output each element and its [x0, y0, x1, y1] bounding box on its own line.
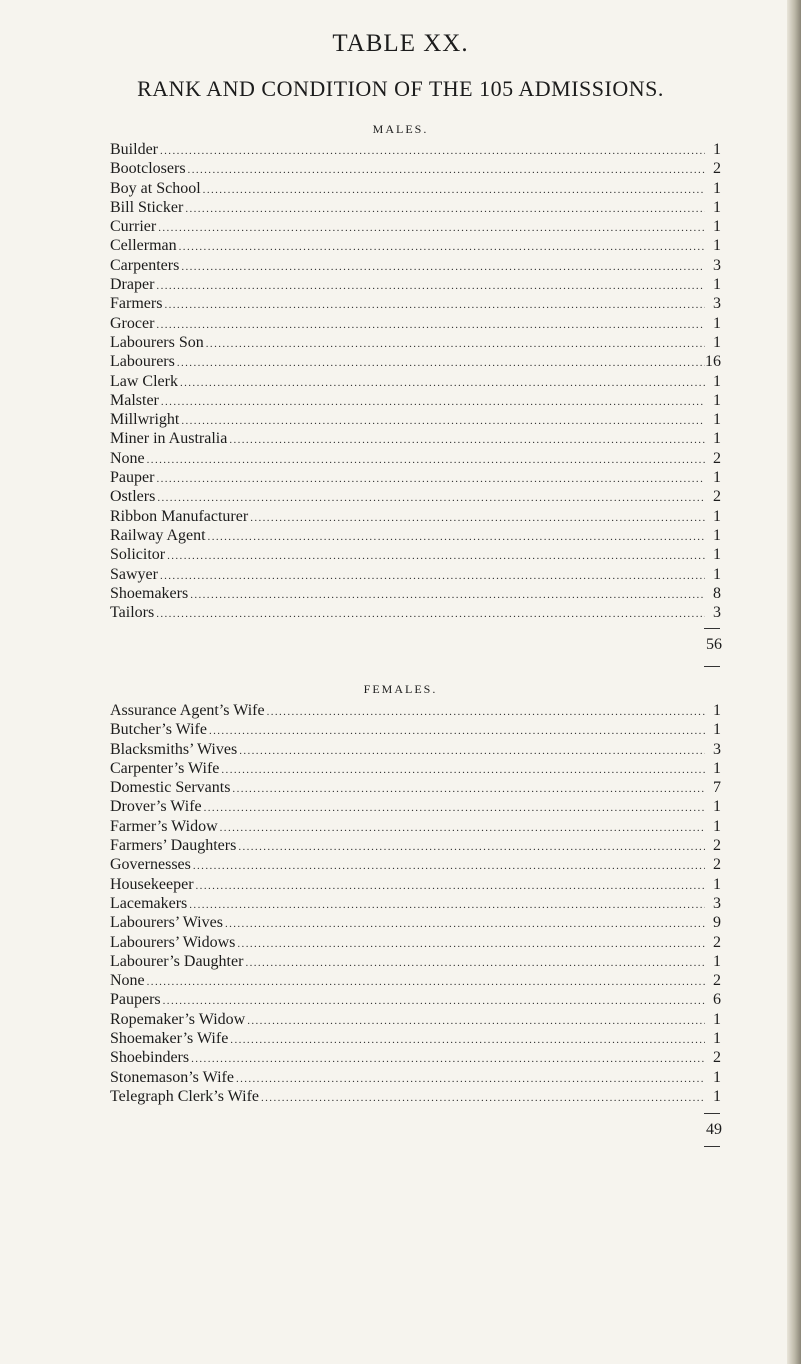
occupation-label: Tailors — [110, 604, 155, 622]
dot-leader — [225, 915, 705, 934]
list-item — [110, 545, 721, 564]
list-item — [110, 913, 721, 932]
occupation-label: Currier — [110, 218, 157, 236]
page-title: RANK AND CONDITION OF THE 105 ADMISSIONS. — [137, 76, 664, 101]
occupation-count: 1 — [713, 372, 721, 390]
list-item — [110, 217, 721, 236]
occupation-count: 2 — [713, 1049, 721, 1067]
occupation-label: Carpenter’s Wife — [110, 759, 220, 777]
list-item — [110, 526, 721, 545]
occupation-label: Labourers — [110, 353, 175, 371]
occupation-count: 1 — [713, 469, 721, 487]
occupation-label: Shoemaker’s Wife — [110, 1030, 229, 1048]
occupation-label: Bootclosers — [110, 160, 186, 178]
dot-leader — [208, 528, 705, 547]
dot-leader — [158, 219, 705, 238]
occupation-label: Labourer’s Daughter — [110, 952, 244, 970]
occupation-count: 1 — [713, 333, 721, 351]
occupation-count: 1 — [713, 218, 721, 236]
occupation-label: Ribbon Manufacturer — [110, 507, 249, 525]
list-item — [110, 990, 721, 1009]
occupation-count: 1 — [713, 952, 721, 970]
occupation-label: Labourers’ Wives — [110, 914, 223, 932]
occupation-count: 1 — [713, 565, 721, 583]
list-item — [110, 507, 721, 526]
occupation-count: 2 — [713, 160, 721, 178]
list-item — [110, 1048, 721, 1067]
occupation-count: 2 — [713, 837, 721, 855]
occupation-label: Miner in Australia — [110, 430, 228, 448]
list-item — [110, 198, 721, 217]
males-total-rule — [704, 628, 720, 629]
list-item — [110, 1010, 721, 1029]
list-item — [110, 584, 721, 603]
dot-leader — [160, 567, 705, 586]
dot-leader — [189, 896, 705, 915]
occupation-count: 3 — [713, 256, 721, 274]
list-item — [110, 468, 721, 487]
females-total: 49 — [706, 1121, 722, 1138]
males-list — [110, 140, 721, 622]
list-item — [110, 701, 721, 720]
occupation-label: Solicitor — [110, 546, 166, 564]
occupation-count: 1 — [713, 1068, 721, 1086]
occupation-label: Sawyer — [110, 565, 158, 583]
occupation-count: 1 — [713, 526, 721, 544]
occupation-count: 1 — [713, 1010, 721, 1028]
list-item — [110, 333, 721, 352]
occupation-count: 3 — [713, 295, 721, 313]
dot-leader — [232, 780, 705, 799]
list-item — [110, 797, 721, 816]
list-item — [110, 179, 721, 198]
dot-leader — [181, 412, 705, 431]
occupation-count: 7 — [713, 779, 721, 797]
list-item — [110, 410, 721, 429]
occupation-count: 1 — [713, 817, 721, 835]
dot-leader — [221, 761, 705, 780]
occupation-count: 1 — [713, 875, 721, 893]
dot-leader — [190, 586, 705, 605]
dot-leader — [156, 316, 705, 335]
list-item — [110, 971, 721, 990]
list-item — [110, 159, 721, 178]
dot-leader — [196, 877, 705, 896]
list-item — [110, 817, 721, 836]
list-item — [110, 720, 721, 739]
occupation-label: Law Clerk — [110, 372, 178, 390]
list-item — [110, 855, 721, 874]
females-total-rule — [704, 1113, 720, 1114]
list-item — [110, 140, 721, 159]
occupation-count: 1 — [713, 507, 721, 525]
list-item — [110, 778, 721, 797]
occupation-count: 3 — [713, 604, 721, 622]
occupation-label: Farmer’s Widow — [110, 817, 218, 835]
occupation-label: Blacksmiths’ Wives — [110, 740, 238, 758]
occupation-count: 1 — [713, 702, 721, 719]
occupation-count: 9 — [713, 914, 721, 932]
dot-leader — [237, 935, 705, 954]
occupation-count: 6 — [713, 991, 721, 1009]
occupation-label: Lacemakers — [110, 894, 188, 912]
occupation-label: Railway Agent — [110, 526, 206, 544]
list-item — [110, 429, 721, 448]
list-item — [110, 487, 721, 506]
occupation-label: Governesses — [110, 856, 191, 874]
dot-leader — [193, 857, 705, 876]
females-heading: FEMALES. — [363, 682, 438, 696]
occupation-label: Ostlers — [110, 488, 156, 506]
dot-leader — [229, 431, 705, 450]
dot-leader — [180, 374, 705, 393]
occupation-label: Housekeeper — [110, 875, 194, 893]
occupation-label: Cellerman — [110, 237, 177, 255]
occupation-count: 2 — [713, 488, 721, 506]
table-number: TABLE XX. — [332, 30, 469, 57]
dot-leader — [179, 238, 705, 257]
occupation-count: 1 — [713, 237, 721, 255]
occupation-label: Labourers Son — [110, 333, 204, 351]
list-item — [110, 759, 721, 778]
dot-leader — [209, 722, 705, 741]
males-total-underline — [704, 666, 720, 667]
dot-leader — [164, 296, 705, 315]
list-item — [110, 836, 721, 855]
dot-leader — [220, 819, 705, 838]
dot-leader — [245, 954, 705, 973]
males-heading: MALES. — [372, 122, 429, 136]
occupation-count: 1 — [713, 179, 721, 197]
occupation-count: 1 — [713, 430, 721, 448]
dot-leader — [147, 973, 705, 992]
occupation-label: Draper — [110, 276, 155, 294]
occupation-count: 2 — [713, 933, 721, 951]
list-item — [110, 372, 721, 391]
list-item — [110, 603, 721, 622]
occupation-label: Stonemason’s Wife — [110, 1068, 234, 1086]
dot-leader — [250, 509, 705, 528]
dot-leader — [147, 451, 705, 470]
list-item — [110, 391, 721, 410]
occupation-count: 1 — [713, 1087, 721, 1105]
occupation-label: Boy at School — [110, 179, 201, 197]
list-item — [110, 294, 721, 313]
list-item — [110, 352, 721, 371]
occupation-label: Domestic Servants — [110, 779, 231, 797]
dot-leader — [267, 703, 705, 722]
dot-leader — [156, 277, 705, 296]
list-item — [110, 314, 721, 333]
occupation-count: 16 — [705, 353, 721, 371]
occupation-count: 1 — [713, 198, 721, 216]
dot-leader — [239, 742, 705, 761]
occupation-label: Paupers — [110, 991, 161, 1009]
occupation-count: 1 — [713, 1030, 721, 1048]
females-list — [110, 701, 721, 1106]
dot-leader — [188, 161, 705, 180]
females-total-underline — [704, 1146, 720, 1147]
dot-leader — [236, 1070, 705, 1089]
occupation-label: Shoebinders — [110, 1049, 190, 1067]
occupation-count: 8 — [713, 584, 721, 602]
list-item — [110, 256, 721, 275]
list-item — [110, 894, 721, 913]
list-item — [110, 933, 721, 952]
list-item — [110, 1068, 721, 1087]
occupation-label: Malster — [110, 391, 159, 409]
occupation-label: Farmers’ Daughters — [110, 837, 237, 855]
occupation-count: 2 — [713, 856, 721, 874]
occupation-count: 1 — [713, 276, 721, 294]
occupation-label: Millwright — [110, 411, 180, 429]
occupation-label: Pauper — [110, 469, 155, 487]
occupation-count: 1 — [713, 141, 721, 158]
dot-leader — [177, 354, 705, 373]
occupation-count: 1 — [713, 411, 721, 429]
list-item — [110, 875, 721, 894]
occupation-label: Farmers — [110, 295, 163, 313]
occupation-count: 1 — [713, 314, 721, 332]
occupation-label: Butcher’s Wife — [110, 721, 207, 739]
occupation-count: 1 — [713, 759, 721, 777]
list-item — [110, 1087, 721, 1106]
occupation-count: 1 — [713, 798, 721, 816]
dot-leader — [185, 200, 705, 219]
list-item — [110, 275, 721, 294]
occupation-count: 3 — [713, 894, 721, 912]
dot-leader — [204, 799, 705, 818]
list-item — [110, 740, 721, 759]
occupation-label: Shoemakers — [110, 584, 189, 602]
occupation-label: None — [110, 449, 145, 467]
occupation-label: Bill Sticker — [110, 198, 184, 216]
list-item — [110, 449, 721, 468]
dot-leader — [167, 547, 705, 566]
occupation-label: Labourers’ Widows — [110, 933, 236, 951]
occupation-label: Drover’s Wife — [110, 798, 202, 816]
occupation-count: 3 — [713, 740, 721, 758]
dot-leader — [206, 335, 705, 354]
occupation-label: Builder — [110, 141, 158, 158]
list-item — [110, 236, 721, 255]
occupation-label: Telegraph Clerk’s Wife — [110, 1087, 259, 1105]
dot-leader — [203, 181, 705, 200]
dot-leader — [156, 605, 705, 624]
dot-leader — [160, 142, 705, 161]
list-item — [110, 1029, 721, 1048]
occupation-count: 2 — [713, 449, 721, 467]
dot-leader — [261, 1089, 705, 1108]
dot-leader — [181, 258, 705, 277]
occupation-label: Carpenters — [110, 256, 180, 274]
occupation-label: Ropemaker’s Widow — [110, 1010, 246, 1028]
dot-leader — [238, 838, 705, 857]
occupation-label: Assurance Agent’s Wife — [110, 702, 265, 719]
occupation-count: 1 — [713, 546, 721, 564]
occupation-count: 2 — [713, 972, 721, 990]
dot-leader — [191, 1050, 705, 1069]
occupation-label: Grocer — [110, 314, 155, 332]
occupation-count: 1 — [713, 391, 721, 409]
dot-leader — [161, 393, 705, 412]
dot-leader — [247, 1012, 705, 1031]
dot-leader — [156, 470, 705, 489]
dot-leader — [230, 1031, 705, 1050]
occupation-count: 1 — [713, 721, 721, 739]
occupation-label: None — [110, 972, 145, 990]
list-item — [110, 565, 721, 584]
males-total: 56 — [706, 636, 722, 653]
list-item — [110, 952, 721, 971]
